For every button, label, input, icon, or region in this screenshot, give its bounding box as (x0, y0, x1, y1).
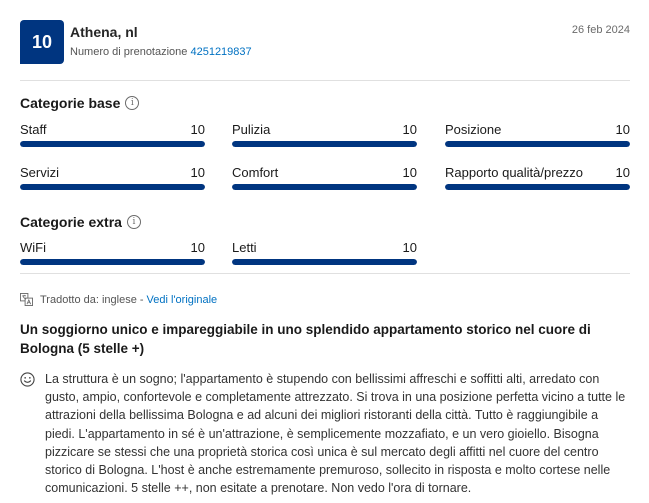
category-bar-fill (20, 184, 205, 190)
see-original-link[interactable]: Vedi l'originale (146, 293, 218, 306)
category-comfort (232, 165, 417, 195)
category-score: 10 (402, 240, 417, 255)
category-label: Servizi (20, 165, 60, 180)
translate-icon (20, 293, 33, 306)
category-letti (232, 240, 417, 270)
category-label: Staff (20, 122, 47, 137)
review-text: La struttura è un sogno; l'appartamento è stupendo con bellissimi affreschi e soffitti alti, arredato con gusto, ampio, confortevole e completamente attrezzato. Si trova in una posizione perfetta vicino a tutte le attrazioni della bellissima Bologna e ad alcuni dei migliori ristoranti della città. Tutto è raggiungibile a piedi. L'appartamento in sé è un'attrazione, è semplicemente mozzafiato, e un vero gioiello. Bisogna pizzicare se stessi che una proprietà storica così unica è sul mercato degli affitti nel cuore del centro storico di Bologna. L'host è anche estremamente premuroso, sollecito in risposta e molto cortese nelle comunicazioni. 5 stelle ++, non esitate a prenotare. Non vedo l'ora di tornare. (45, 372, 626, 496)
category-bar-fill (20, 259, 205, 265)
category-pulizia (232, 122, 417, 152)
category-score: 10 (402, 122, 417, 137)
booking-number-link[interactable]: 4251219837 (190, 46, 252, 58)
category-bar-fill (232, 259, 417, 265)
category-bar (20, 184, 205, 190)
category-bar (232, 141, 417, 147)
category-bar-fill (445, 184, 630, 190)
info-icon[interactable]: i (125, 96, 139, 110)
category-bar-fill (445, 141, 630, 147)
category-label: Posizione (445, 122, 502, 137)
category-bar-fill (20, 141, 205, 147)
category-posizione (445, 122, 630, 152)
category-score: 10 (190, 165, 205, 180)
booking-label: Numero di prenotazione (70, 46, 188, 58)
category-label: Rapporto qualità/prezzo (445, 165, 584, 180)
booking-info (70, 46, 252, 58)
base-categories-title (20, 95, 139, 111)
category-score: 10 (190, 240, 205, 255)
extra-categories-title (20, 214, 141, 230)
category-bar (20, 259, 205, 265)
category-score: 10 (190, 122, 205, 137)
category-bar (445, 184, 630, 190)
category-bar (232, 259, 417, 265)
category-label: Comfort (232, 165, 279, 180)
extra-categories-label: Categorie extra (20, 214, 122, 230)
category-bar-fill (232, 184, 417, 190)
review-header (20, 20, 630, 64)
category-servizi (20, 165, 205, 195)
category-staff (20, 122, 205, 152)
divider (20, 80, 630, 81)
category-label: WiFi (20, 240, 46, 255)
reviewer-name: Athena, nl (70, 24, 138, 40)
category-score: 10 (402, 165, 417, 180)
translation-label: Tradotto da: inglese - (40, 293, 144, 306)
category-score: 10 (615, 122, 630, 137)
review-title: Un soggiorno unico e impareggiabile in uno splendido appartamento storico nel cuore di Bologna (5 stelle +) (20, 322, 591, 356)
info-icon[interactable]: i (127, 215, 141, 229)
category-bar (20, 141, 205, 147)
category-score: 10 (615, 165, 630, 180)
translation-note (20, 293, 217, 306)
category-bar (232, 184, 417, 190)
category-label: Letti (232, 240, 257, 255)
base-categories-label: Categorie base (20, 95, 121, 111)
divider (20, 273, 630, 274)
category-bar-fill (232, 141, 417, 147)
score-badge: 10 (20, 20, 64, 64)
category-rapporto-qualita-prezzo (445, 165, 630, 195)
smile-icon (20, 372, 35, 387)
review-date: 26 feb 2024 (571, 24, 630, 36)
category-label: Pulizia (232, 122, 271, 137)
category-bar (445, 141, 630, 147)
category-wifi (20, 240, 205, 270)
